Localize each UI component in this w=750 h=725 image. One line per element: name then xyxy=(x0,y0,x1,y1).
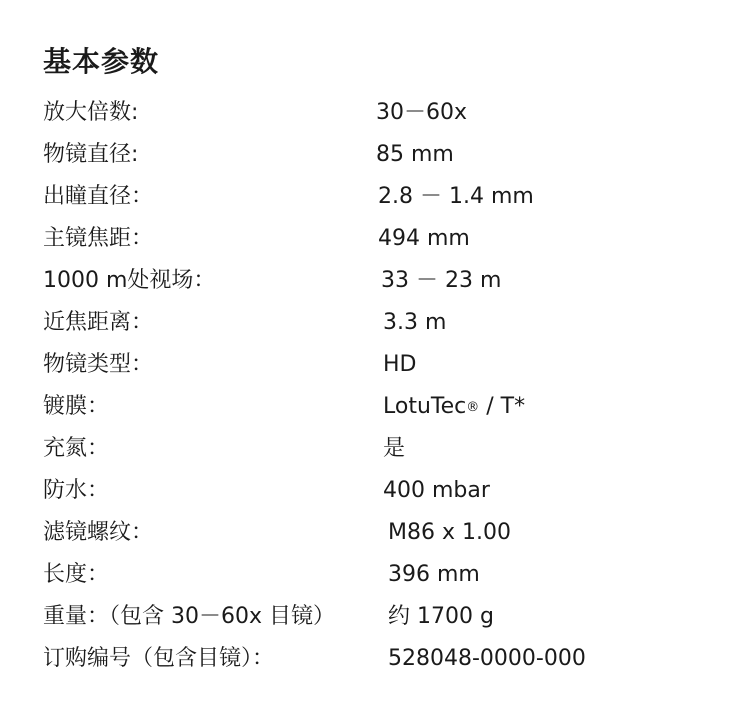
registered-mark: ® xyxy=(466,400,480,415)
spec-label-magnification: 放大倍数: xyxy=(43,100,139,125)
spec-row-order-number xyxy=(0,638,750,680)
spec-value-focal-length: 494 mm xyxy=(378,226,470,251)
spec-row-close-focus xyxy=(0,302,750,344)
spec-label-exit-pupil: 出瞳直径： xyxy=(43,184,154,209)
spec-row-filter-thread xyxy=(0,512,750,554)
spec-label-focal-length: 主镜焦距： xyxy=(43,226,154,251)
spec-row-focal-length xyxy=(0,218,750,260)
spec-label-objective-diameter: 物镜直径: xyxy=(43,142,139,167)
spec-value-order-number: 528048-0000-000 xyxy=(388,646,586,671)
spec-row-objective-diameter xyxy=(0,134,750,176)
spec-row-length xyxy=(0,554,750,596)
spec-value-magnification: 30－60x xyxy=(376,100,468,125)
spec-value-coating xyxy=(383,386,525,429)
spec-row-objective-type xyxy=(0,344,750,386)
spec-label-weight: 重量：（包含 30－60x 目镜） xyxy=(43,604,335,629)
spec-value-filter-thread: M86 x 1.00 xyxy=(388,520,511,545)
coating-brand: LotuTec xyxy=(383,394,467,419)
spec-value-nitrogen-filled: 是 xyxy=(383,436,406,461)
spec-value-objective-diameter: 85 mm xyxy=(376,142,454,167)
spec-label-order-number: 订购编号（包含目镜）： xyxy=(43,646,275,671)
spec-value-close-focus: 3.3 m xyxy=(383,310,447,335)
spec-value-waterproof: 400 mbar xyxy=(383,478,490,503)
spec-label-close-focus: 近焦距离： xyxy=(43,310,154,335)
spec-value-field-of-view: 33 － 23 m xyxy=(381,268,502,293)
spec-value-weight: 约 1700 g xyxy=(388,604,494,629)
spec-value-exit-pupil: 2.8 － 1.4 mm xyxy=(378,184,534,209)
spec-row-coating xyxy=(0,386,750,428)
coating-suffix: / T* xyxy=(479,394,526,419)
spec-list xyxy=(0,92,750,680)
spec-row-weight xyxy=(0,596,750,638)
spec-label-nitrogen-filled: 充氮： xyxy=(43,436,110,461)
spec-label-filter-thread: 滤镜螺纹： xyxy=(43,520,154,545)
spec-label-coating: 镀膜： xyxy=(43,394,110,419)
spec-row-exit-pupil xyxy=(0,176,750,218)
section-title: 基本参数 xyxy=(43,45,160,78)
spec-row-nitrogen-filled xyxy=(0,428,750,470)
spec-value-objective-type: HD xyxy=(383,352,417,377)
spec-row-waterproof xyxy=(0,470,750,512)
spec-value-length: 396 mm xyxy=(388,562,480,587)
spec-row-field-of-view xyxy=(0,260,750,302)
spec-row-magnification xyxy=(0,92,750,134)
spec-label-length: 长度： xyxy=(43,562,110,587)
spec-label-objective-type: 物镜类型： xyxy=(43,352,154,377)
spec-label-waterproof: 防水： xyxy=(43,478,110,503)
spec-label-field-of-view: 1000 m处视场： xyxy=(43,268,216,293)
